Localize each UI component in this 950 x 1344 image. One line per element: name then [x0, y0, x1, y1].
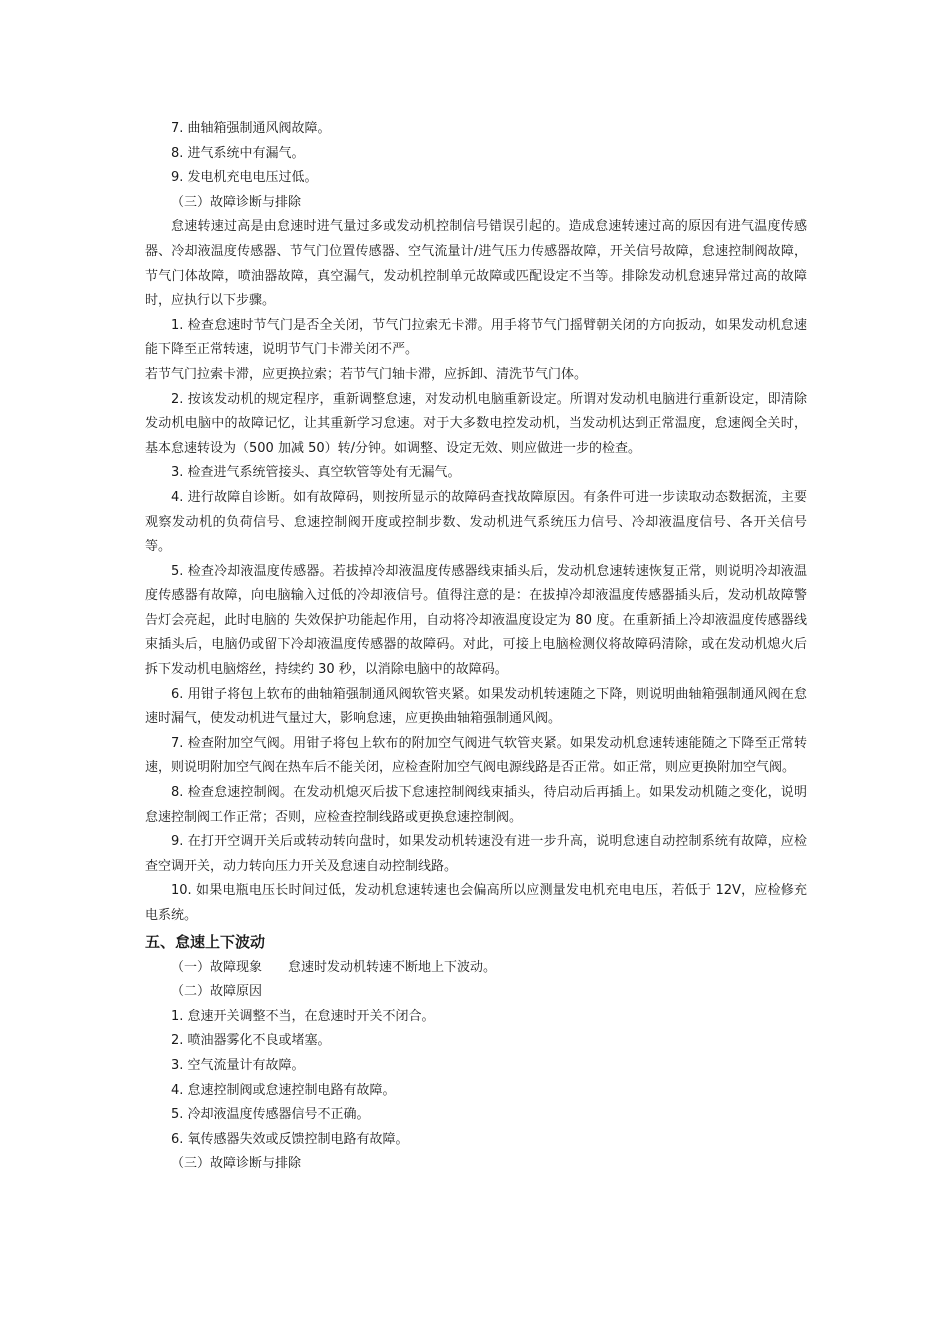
paragraph: 2. 按该发动机的规定程序，重新调整怠速，对发动机电脑重新设定。所谓对发动机电脑进行重新设定，即清除发动机电脑中的故障记忆，让其重新学习怠速。对于大多数电控发动机，当发动机达到正常温度，怠速阀全关时，基本怠速转设为（500 加减 50）转/分钟。如调整、设定无效、则应做进一步的检查。 [145, 391, 807, 456]
paragraph: 8. 检查怠速控制阀。在发动机熄灭后拔下怠速控制阀线束插头，待启动后再插上。如果发动机随之变化，说明怠速控制阀工作正常；否则，应检查控制线路或更换怠速控制阀。 [145, 785, 807, 825]
paragraph: 2. 喷油器雾化不良或堵塞。 [171, 1033, 331, 1049]
paragraph: （二）故障原因 [171, 984, 263, 1000]
paragraph: 4. 怠速控制阀或怠速控制电路有故障。 [171, 1082, 396, 1098]
document-body [145, 117, 807, 1177]
paragraph: 4. 进行故障自诊断。如有故障码，则按所显示的故障码查找故障原因。有条件可进一步读取动态数据流，主要观察发动机的负荷信号、怠速控制阀开度或控制步数、发动机进气系统压力信号、冷却液温度信号、各开关信号等。 [145, 489, 807, 555]
paragraph: 若节气门拉索卡滞，应更换拉索；若节气门轴卡滞，应拆卸、清洗节气门体。 [145, 366, 588, 382]
paragraph: 6. 用钳子将包上软布的曲轴箱强制通风阀软管夹紧。如果发动机转速随之下降，则说明曲轴箱强制通风阀在怠速时漏气，使发动机进气量过大，影响怠速，应更换曲轴箱强制通风阀。 [145, 686, 807, 727]
paragraph: 10. 如果电瓶电压长时间过低，发动机怠速转速也会偏高所以应测量发电机充电电压，若低于 12V，应检修充电系统。 [145, 883, 807, 923]
paragraph: 6. 氧传感器失效或反馈控制电路有故障。 [171, 1131, 409, 1147]
paragraph: （三）故障诊断与排除 [171, 1156, 302, 1172]
paragraph: 3. 检查进气系统管接头、真空软管等处有无漏气。 [171, 465, 461, 481]
paragraph: 怠速转速过高是由怠速时进气量过多或发动机控制信号错误引起的。造成怠速转速过高的原因有进气温度传感器、冷却液温度传感器、节气门位置传感器、空气流量计/进气压力传感器故障，开关信号故障，怠速控制阀故障，节气门体故障，喷油器故障，真空漏气，发动机控制单元故障或匹配设定不当等。排除发动机怠速异常过高的故障时，应执行以下步骤。 [145, 219, 807, 309]
paragraph: 1. 检查怠速时节气门是否全关闭，节气门拉索无卡滞。用手将节气门摇臂朝关闭的方向扳动，如果发动机怠速能下降至正常转速，说明节气门卡滞关闭不严。 [145, 317, 807, 358]
paragraph: 7. 曲轴箱强制通风阀故障。 [171, 121, 331, 136]
paragraph: 3. 空气流量计有故障。 [171, 1057, 305, 1073]
paragraph: （一）故障现象 怠速时发动机转速不断地上下波动。 [171, 959, 497, 975]
paragraph: （三）故障诊断与排除 [171, 194, 302, 210]
paragraph: 9. 发电机充电电压过低。 [171, 170, 318, 186]
paragraph: 5. 冷却液温度传感器信号不正确。 [171, 1107, 370, 1123]
paragraph: 8. 进气系统中有漏气。 [171, 145, 305, 161]
paragraph: 1. 怠速开关调整不当，在怠速时开关不闭合。 [171, 1008, 435, 1024]
paragraph: 9. 在打开空调开关后或转动转向盘时，如果发动机转速没有进一步升高，说明怠速自动控制系统有故障，应检查空调开关，动力转向压力开关及怠速自动控制线路。 [145, 834, 807, 874]
section-heading: 五、怠速上下波动 [145, 932, 266, 951]
paragraph: 5. 检查冷却液温度传感器。若拔掉冷却液温度传感器线束插头后，发动机怠速转速恢复正常，则说明冷却液温度传感器有故障，向电脑输入过低的冷却液信号。值得注意的是：在拔掉冷却液温度传感器插头后，发动机故障警告灯会亮起，此时电脑的 失效保护功能起作用，自动将冷却液温度设定为 80 度。在重新插上冷却液温度传感器线束插头后，电脑仍或留下冷却液温度传感器的故障码。对此，可接上电脑检测仪将故障码清除，或在发动机熄火后拆下发动机电脑熔丝，持续约 30 秒，以消除电脑中的故障码。 [145, 563, 807, 678]
paragraph: 7. 检查附加空气阀。用钳子将包上软布的附加空气阀进气软管夹紧。如果发动机怠速转速能随之下降至正常转速，则说明附加空气阀在热车后不能关闭，应检查附加空气阀电源线路是否正常。如正常，则应更换附加空气阀。 [145, 735, 807, 776]
